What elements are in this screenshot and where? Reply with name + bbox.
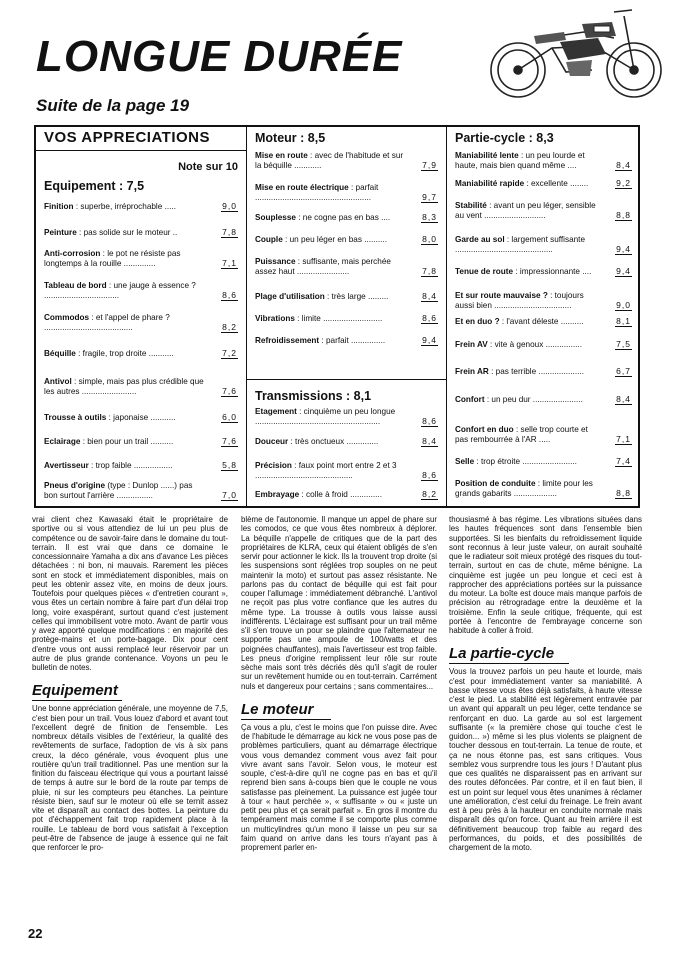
rating-comment: : avec de l'habitude et sur la béquille ............ [255, 151, 404, 170]
partie-cycle-score-heading: Partie-cycle : 8,3 [455, 131, 554, 145]
rating-label: Frein AV [455, 340, 488, 349]
rating-score: 8,4 [616, 394, 631, 404]
rating-comment: : limite pour les grands gabarits ................... [455, 479, 593, 498]
rating-score: 8,6 [422, 470, 437, 480]
rating-comment: : impressionnante .... [513, 267, 592, 276]
rating-comment: : pas terrible .................... [488, 367, 584, 376]
rating-score: 8,0 [422, 234, 437, 244]
rating-label: Confort [455, 395, 485, 404]
rating-score: 8,3 [422, 212, 437, 222]
rating-score: 7,6 [222, 436, 237, 446]
rating-score: 6,0 [222, 412, 237, 422]
rating-score: 8,8 [616, 488, 631, 498]
rating-item [44, 413, 238, 423]
page-number: 22 [28, 926, 43, 941]
rating-label: Etagement [255, 407, 297, 416]
rating-label: Finition [44, 202, 74, 211]
section-heading-equipement: Equipement [32, 682, 228, 701]
rating-score: 7,8 [422, 266, 437, 276]
rating-item [455, 395, 632, 405]
rating-comment: : un peu dur ...................... [484, 395, 583, 404]
rating-label: Pneus d'origine [44, 481, 106, 490]
rating-item [255, 490, 438, 500]
rating-label: Plage d'utilisation [255, 292, 325, 301]
rating-score: 9,7 [422, 192, 437, 202]
rating-comment: : très onctueux .............. [288, 437, 379, 446]
rating-label: Anti-corrosion [44, 249, 101, 258]
rating-label: Précision [255, 461, 292, 470]
rating-item [255, 257, 438, 277]
rating-item [255, 437, 438, 447]
rating-comment: : simple, mais pas plus crédible que les autres ........................ [44, 377, 204, 396]
panel-title: VOS APPRECIATIONS [36, 129, 246, 151]
note-scale: Note sur 10 [178, 161, 238, 173]
rating-comment: : et l'appel de phare ? ....................................... [44, 313, 170, 332]
rating-label: Confort en duo [455, 425, 514, 434]
article-paragraph: thousiasmé à bas régime. Les vibrations situées dans les hautes fréquences sont dans l'ensemble bien supportées. Si les bienfaits du refroidissement liquide sont reconnus à leur juste valeur, on aurait souhaité que le radiateur soit mieux protégé des risques du tout-terrain, surtout en cas de chute, même bénigne. La cinquième est jugée un peu longue et ceci est à rapprocher des appréciations portées sur la puissance du moteur. La boîte est douce mais manque parfois de précision au rétrogradage entre la deuxième et la troisième. Enfin la seule critique, fréquente, qui est portée à l'encontre de l'embrayage concerne son habitude à coller à froid. [449, 515, 642, 635]
rating-comment: : faux point mort entre 2 et 3 ........................................... [255, 461, 397, 480]
section-heading-moteur: Le moteur [241, 701, 437, 720]
transmissions-score-heading: Transmissions : 8,1 [255, 389, 372, 403]
rating-item [455, 425, 632, 445]
rating-item [255, 461, 438, 481]
rating-comment: : trop étroite ........................ [474, 457, 577, 466]
rating-item [44, 437, 238, 447]
rating-item [255, 314, 438, 324]
article-paragraph: vrai client chez Kawasaki était le propriétaire de sportive ou si vous attendiez de lui un peu plus de compétence ou de savoir-faire dans le domaine du tout-terrain. Il est vrai que dans ce domaine le concessionnaire Yamaha a dix ans d'avance Les pièces détachées : ni bon, ni mauvais. Rarement les pièces sont en stock et immédiatement disponibles, mais on peut les obtenir assez vite, en moins de deux jours. Toutefois pour quelques pièces « d'entretien courant », vous êtes un certain nombre à faire part d'un délai trop long, voire exaspérant, surtout quand c'est justement celles qui immobilisent votre moto. Avant de partir vous y avez apporté quelque modifications : en majorité des protège-mains et un porte-bagage. Dix pour cent d'entre vous ont aussi remplacé leur réservoir par un autre de plus grande contenance. Voyons un peu le bulletin de notes. [32, 515, 228, 672]
rating-comment: (type : Dunlop ......) pas bon surtout l'arrière ................ [44, 481, 193, 500]
rating-score: 7,1 [616, 434, 631, 444]
rating-comment: : trop faible ................. [88, 461, 173, 470]
rating-score: 8,6 [422, 416, 437, 426]
article-paragraph: blème de l'autonomie. Il manque un appel de phare sur les comodos, ce que vous êtes nombreux à déplorer. La béquille n'appelle de critiques que de la part des propriétaires de KLRA, ceux qui étaient obligés de s'en servir pour actionner le kick. Ils la trouvent trop droite (si les suspensions sont réglées trop souples on ne peut maintenir la moto) et surtout pas assez résistante. Ne parlons pas du contact de béquille qui est fait pour couper l'allumage : immédiatement débranché. L'antivol ne reçoit pas plus votre confiance que les autres du même type. La trousse à outils vous laisse aussi indifférents. L'éclairage est suffisant pour un trail même s'il s'en trouve un pour se plaindre que l'alternateur ne supporte pas une ampoule de 100/watts et des poignées chauffantes), mais l'avertisseur est trop faible. Les pneus d'origine remplissent leur rôle sur route sèche mais sont très décriés dès qu'il s'agit de rouler sur un revêtement humide ou en tout-terrain. Carrément nuls et dangereux pour certains ; sans commentaires... [241, 515, 437, 691]
rating-label: Stabilité [455, 201, 487, 210]
rating-label: Mise en route électrique [255, 183, 349, 192]
rating-label: Maniabilité rapide [455, 179, 525, 188]
rating-score: 9,4 [422, 335, 437, 345]
rating-label: Et en duo ? [455, 317, 500, 326]
rating-label: Selle [455, 457, 475, 466]
motorcycle-illustration [474, 2, 674, 104]
rating-label: Et sur route mauvaise ? [455, 291, 548, 300]
rating-comment: : ne cogne pas en bas .... [295, 213, 391, 222]
equipement-score-heading: Equipement : 7,5 [44, 179, 145, 193]
rating-item [455, 201, 632, 221]
rating-score: 7,8 [222, 227, 237, 237]
rating-label: Avertisseur [44, 461, 89, 470]
rating-label: Souplesse [255, 213, 296, 222]
rating-comment: : suffisante, mais perchée assez haut ....................... [255, 257, 391, 276]
rating-comment: : excellente ........ [524, 179, 589, 188]
rating-score: 8,6 [222, 290, 237, 300]
rating-score: 8,6 [422, 313, 437, 323]
rating-comment: : superbe, irréprochable ..... [73, 202, 176, 211]
rating-item [255, 292, 438, 302]
article-paragraph: Vous la trouvez parfois un peu haute et lourde, mais c'est pour immédiatement vanter sa maniabilité. A basse vitesse vous êtes déjà satisfaits, à haute vitesse c'est le pied. La stabilité est légèrement entravée par un avant qui apparaît un peu léger, cette tendance se renforçant en duo. La garde au sol est largement suffisante (« la première chose qui touche c'est le guidon... ») même si les plus violents se plaignent de toucher dessous en tout-terrain. La tenue de route, et ça ne nous étonne pas, est sans critiques. Vous semblez vous surprendre tous les jours ! D'autant plus que ces qualités ne disparaissent pas en arrivant sur des routes défoncées. Par contre, et il en faut bien, il est un point sur lequel vous êtes unanimes à réclamer une amélioration, c'est celui du freinage. Le frein avant est à peu près à la hauteur en conduite normale mais disparaît dès qu'on force. Quant au frein arrière il est définitivement beaucoup trop faible au regard des performances, du poids, et des possibilités de chargement de la moto. [449, 667, 642, 852]
rating-score: 7,0 [222, 490, 237, 500]
rating-comment: : avant un peu léger, sensible au vent ........................... [455, 201, 596, 220]
article-column-3 [449, 515, 642, 852]
rating-item [455, 179, 632, 189]
rating-comment: : une jauge à essence ? ................................. [44, 281, 196, 300]
rating-comment: : le pot ne résiste pas longtemps à la rouille .............. [44, 249, 181, 268]
rating-score: 9,2 [616, 178, 631, 188]
rating-label: Tableau de bord [44, 281, 107, 290]
rating-item [455, 340, 632, 350]
rating-comment: : largement suffisante ........................................... [455, 235, 586, 254]
page-subtitle: Suite de la page 19 [36, 96, 190, 115]
rating-score: 7,2 [222, 348, 237, 358]
section-heading-partie-cycle: La partie-cycle [449, 645, 642, 664]
rating-score: 8,4 [422, 436, 437, 446]
rating-item [44, 228, 238, 238]
rating-label: Refroidissement [255, 336, 320, 345]
rating-item [255, 407, 438, 427]
rating-score: 7,6 [222, 386, 237, 396]
rating-comment: : l'avant déleste .......... [499, 317, 584, 326]
rating-item [44, 313, 238, 333]
rating-label: Vibrations [255, 314, 295, 323]
section-divider [247, 379, 446, 380]
rating-item [255, 213, 438, 223]
ratings-column-equipement [36, 127, 246, 506]
rating-comment: : cinquième un peu longue ....................................................... [255, 407, 396, 426]
rating-item [455, 267, 632, 277]
rating-item [44, 202, 238, 212]
rating-comment: : un peu léger en bas .......... [282, 235, 387, 244]
rating-label: Puissance [255, 257, 296, 266]
rating-item [44, 249, 238, 269]
rating-comment: : bien pour un trail .......... [80, 437, 174, 446]
rating-item [455, 291, 632, 311]
rating-comment: : parfait ............... [319, 336, 386, 345]
page-title: LONGUE DURÉE [36, 32, 403, 81]
rating-score: 7,1 [222, 258, 237, 268]
rating-label: Garde au sol [455, 235, 505, 244]
rating-comment: : toujours aussi bien .................................. [455, 291, 584, 310]
rating-item [455, 317, 632, 327]
ratings-panel [34, 125, 640, 508]
rating-comment: : vite à genoux ................ [487, 340, 582, 349]
rating-score: 7,9 [422, 160, 437, 170]
rating-label: Maniabilité lente [455, 151, 519, 160]
rating-item [44, 281, 238, 301]
rating-score: 8,1 [616, 316, 631, 326]
rating-label: Position de conduite [455, 479, 536, 488]
ratings-column-moteur [246, 127, 446, 506]
rating-item [44, 481, 238, 501]
rating-score: 8,8 [616, 210, 631, 220]
rating-comment: : limite .......................... [294, 314, 383, 323]
rating-label: Mise en route [255, 151, 308, 160]
rating-label: Douceur [255, 437, 289, 446]
rating-score: 8,4 [422, 291, 437, 301]
rating-item [44, 349, 238, 359]
rating-label: Tenue de route [455, 267, 514, 276]
ratings-column-partie-cycle [446, 127, 640, 506]
rating-comment: : japonaise ........... [106, 413, 176, 422]
rating-item [455, 151, 632, 171]
rating-label: Peinture [44, 228, 77, 237]
rating-score: 7,4 [616, 456, 631, 466]
rating-label: Couple [255, 235, 283, 244]
rating-score: 8,2 [222, 322, 237, 332]
rating-item [255, 336, 438, 346]
rating-comment: : colle à froid .............. [299, 490, 382, 499]
rating-label: Béquille [44, 349, 76, 358]
rating-score: 6,7 [616, 366, 631, 376]
rating-comment: : fragile, trop droite ........... [75, 349, 174, 358]
rating-score: 9,0 [616, 300, 631, 310]
rating-item [44, 461, 238, 471]
rating-item [255, 151, 438, 171]
rating-label: Eclairage [44, 437, 81, 446]
rating-score: 5,8 [222, 460, 237, 470]
rating-comment: : très large ......... [324, 292, 389, 301]
rating-item [44, 377, 238, 397]
rating-score: 9,4 [616, 266, 631, 276]
rating-label: Commodos [44, 313, 90, 322]
rating-score: 8,2 [422, 489, 437, 499]
rating-comment: : selle trop courte et pas rembourrée à l'AR ..... [455, 425, 588, 444]
rating-score: 9,4 [616, 244, 631, 254]
moteur-score-heading: Moteur : 8,5 [255, 131, 326, 145]
rating-label: Frein AR [455, 367, 489, 376]
rating-label: Embrayage [255, 490, 300, 499]
rating-label: Trousse à outils [44, 413, 107, 422]
rating-item [455, 457, 632, 467]
article-paragraph: Ça vous a plu, c'est le moins que l'on puisse dire. Avec de l'habitude le démarrage au kick ne vous pose pas de problèmes particuliers, quant au démarrage électrique vous vous demandez comment vous avez fait pour vivre avant sans l'avoir. Selon vous, le moteur est souple, c'est-à-dire qu'il ne cogne pas en bas et qu'il reprend bien sans à-coups bien que le couple ne vous satisfasse pas pleinement. La puissance est jugée tour à tour « haut perchée », « suffisante » ou « juste un petit peu plus et ça serait parfait ». En gros il montre du tempérament mais comme il se comporte plus comme un multicylindres qu'un mono il laisse un peu sur sa faim quand on arrive dans les tours n'ayant pas à proprement parler en- [241, 722, 437, 852]
rating-item [455, 235, 632, 255]
rating-score: 9,0 [222, 201, 237, 211]
rating-comment: : parfait ................................................... [255, 183, 379, 202]
rating-item [255, 235, 438, 245]
rating-label: Antivol [44, 377, 72, 386]
article-paragraph: Une bonne appréciation générale, une moyenne de 7,5, c'est bien pour un trail. Vous louez d'abord et avant tout l'excellent degré de finition de l'ensemble. Les nombreux détails visibles de l'extérieur, la qualité des revêtements de surface, l'adoption de vis à six pans creux, la déco générale, vous évoquent plus une routière qu'un trail traditionnel. Pas une mention sur la finition du faisceau électrique qui vous a pourtant laissé de temps à autre sur le bord de la route par temps de pluie, ni sur les compteurs peu étanches. La peinture résiste bien, sauf sur le moteur où elle se ternit assez vite et disparaît au contact des bottes. La peinture du pot d'échappement fait trop rapidement place à la rouille. Le tableau de bord vous satisfait à l'exception peut-être de l'absence de jauge à essence qui ne fait que renforcer le pro- [32, 704, 228, 852]
rating-comment: : un peu lourde et haute, mais bien quand même .... [455, 151, 585, 170]
rating-score: 7,5 [616, 339, 631, 349]
rating-comment: : pas solide sur le moteur .. [76, 228, 178, 237]
rating-item [455, 367, 632, 377]
rating-item [255, 183, 438, 203]
rating-score: 8,4 [616, 160, 631, 170]
rating-item [455, 479, 632, 499]
article-column-2 [241, 515, 437, 852]
article-column-1 [32, 515, 228, 852]
